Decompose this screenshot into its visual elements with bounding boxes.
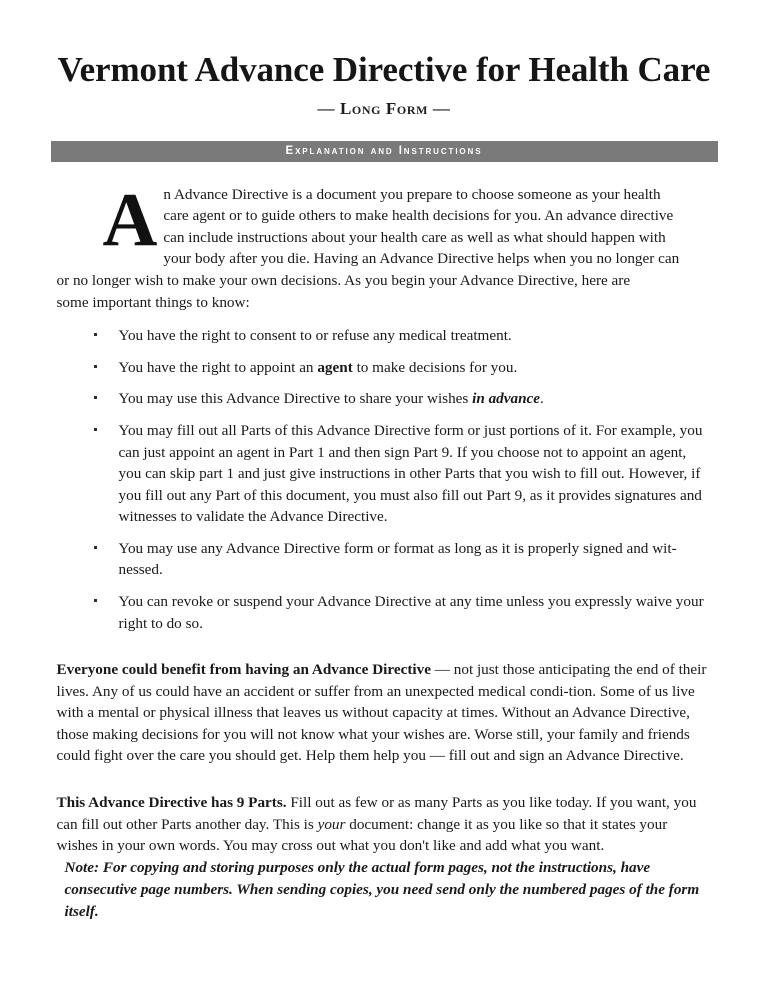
text-run: You may use this Advance Directive to share your wishes <box>118 390 473 408</box>
text-run: agent <box>317 358 353 376</box>
bullet-any-form-format <box>57 538 712 581</box>
text-run: You have the right to appoint an <box>118 358 318 376</box>
text-run: You may use any Advance Directive form or format as long as it is properly signed and wit-nessed. <box>118 539 677 579</box>
intro-line-4: your body after you die. Having an Advance Directive helps when you no longer can <box>163 250 680 268</box>
text-run: your <box>317 815 346 833</box>
document-body <box>57 162 712 924</box>
text-run: Fill out as few or as many Parts as you like today. If you want, you can fill out other Parts another day. This is <box>56 794 697 833</box>
text-run: in advance <box>472 390 541 408</box>
intro-paragraph <box>56 177 712 313</box>
page-title: Vermont Advance Directive for Health Care <box>57 50 711 89</box>
text-run: document: change it as you like so that it states your wishes in your own words. You may cross out what you don't like and add what you want. <box>56 815 668 855</box>
paragraph-nine-parts <box>57 792 712 857</box>
text-run: — not just those anticipating the end of their lives. Any of us could have an accident or suffer from an unexpected medical condi-tion. Some of us live with a mental or physical illness that leaves us without capacity at times. Without an Advance Directive, those making decisions for you will not know what your wishes are. Worse still, your family and friends could fight over the care you should get. Help them help you — fill out and sign an Advance Directive. <box>56 661 707 765</box>
bullet-marker-icon <box>94 599 97 602</box>
bullet-text <box>119 593 704 632</box>
bullet-text <box>119 540 677 579</box>
text-run: You have the right to consent to or refuse any medical treatment. <box>118 327 512 345</box>
bullet-marker-icon <box>94 428 97 431</box>
bullet-text <box>119 359 518 376</box>
bullet-fill-out-parts <box>57 420 712 528</box>
bullet-text <box>119 390 544 407</box>
bullet-share-wishes <box>57 388 712 410</box>
page-subtitle: — Long Form — <box>317 98 451 118</box>
text-run: to make decisions for you. <box>352 358 518 376</box>
bullet-consent-refuse <box>57 325 712 347</box>
intro-line-3: can include instructions about your health care as well as what should happen with <box>163 228 666 246</box>
bullet-marker-icon <box>94 546 97 549</box>
section-header-label: Explanation and Instructions <box>285 144 483 157</box>
intro-line-5: or no longer wish to make your own decisions. As you begin your Advance Directive, here are <box>56 272 631 290</box>
bullet-marker-icon <box>94 396 97 399</box>
text-run: This Advance Directive has 9 Parts. <box>56 794 287 812</box>
drop-cap-letter: A <box>102 177 158 262</box>
bullet-text <box>119 422 703 525</box>
bullet-text <box>119 327 512 344</box>
instructions-bullet-list <box>57 325 712 634</box>
intro-line-1: n Advance Directive is a document you prepare to choose someone as your health <box>163 185 661 203</box>
section-header-bar <box>51 141 718 162</box>
bullet-appoint-agent <box>57 357 712 379</box>
bullet-marker-icon <box>94 333 97 336</box>
text-run: Everyone could benefit from having an Advance Directive <box>56 661 431 679</box>
bullet-marker-icon <box>94 365 97 368</box>
text-run: . <box>540 390 544 408</box>
text-run: You may fill out all Parts of this Advance Directive form or just portions of it. For example, you can just appoint an agent in Part 1 and then sign Part 9. If you choose not to appoint an agent, you can skip part 1 and just give instructions in other Parts that you wish to fill out. However, if you fill out any Part of this document, you must also fill out Part 9, as it provides signatures and witnesses to validate the Advance Directive. <box>118 421 703 526</box>
title-block <box>0 0 768 119</box>
text-run: You can revoke or suspend your Advance Directive at any time unless you expressly waive your right to do so. <box>118 593 704 632</box>
paragraph-copying-note: Note: For copying and storing purposes only the actual form pages, not the instructions, have consecutive page numbers. When sending copies, you need send only the numbered pages of the form itself. <box>64 858 700 921</box>
paragraph-everyone-could-benefit <box>57 659 712 767</box>
intro-line-6: some important things to know: <box>56 293 250 311</box>
bullet-revoke-suspend <box>57 591 712 634</box>
intro-line-2: care agent or to guide others to make health decisions for you. An advance directive <box>163 207 674 225</box>
